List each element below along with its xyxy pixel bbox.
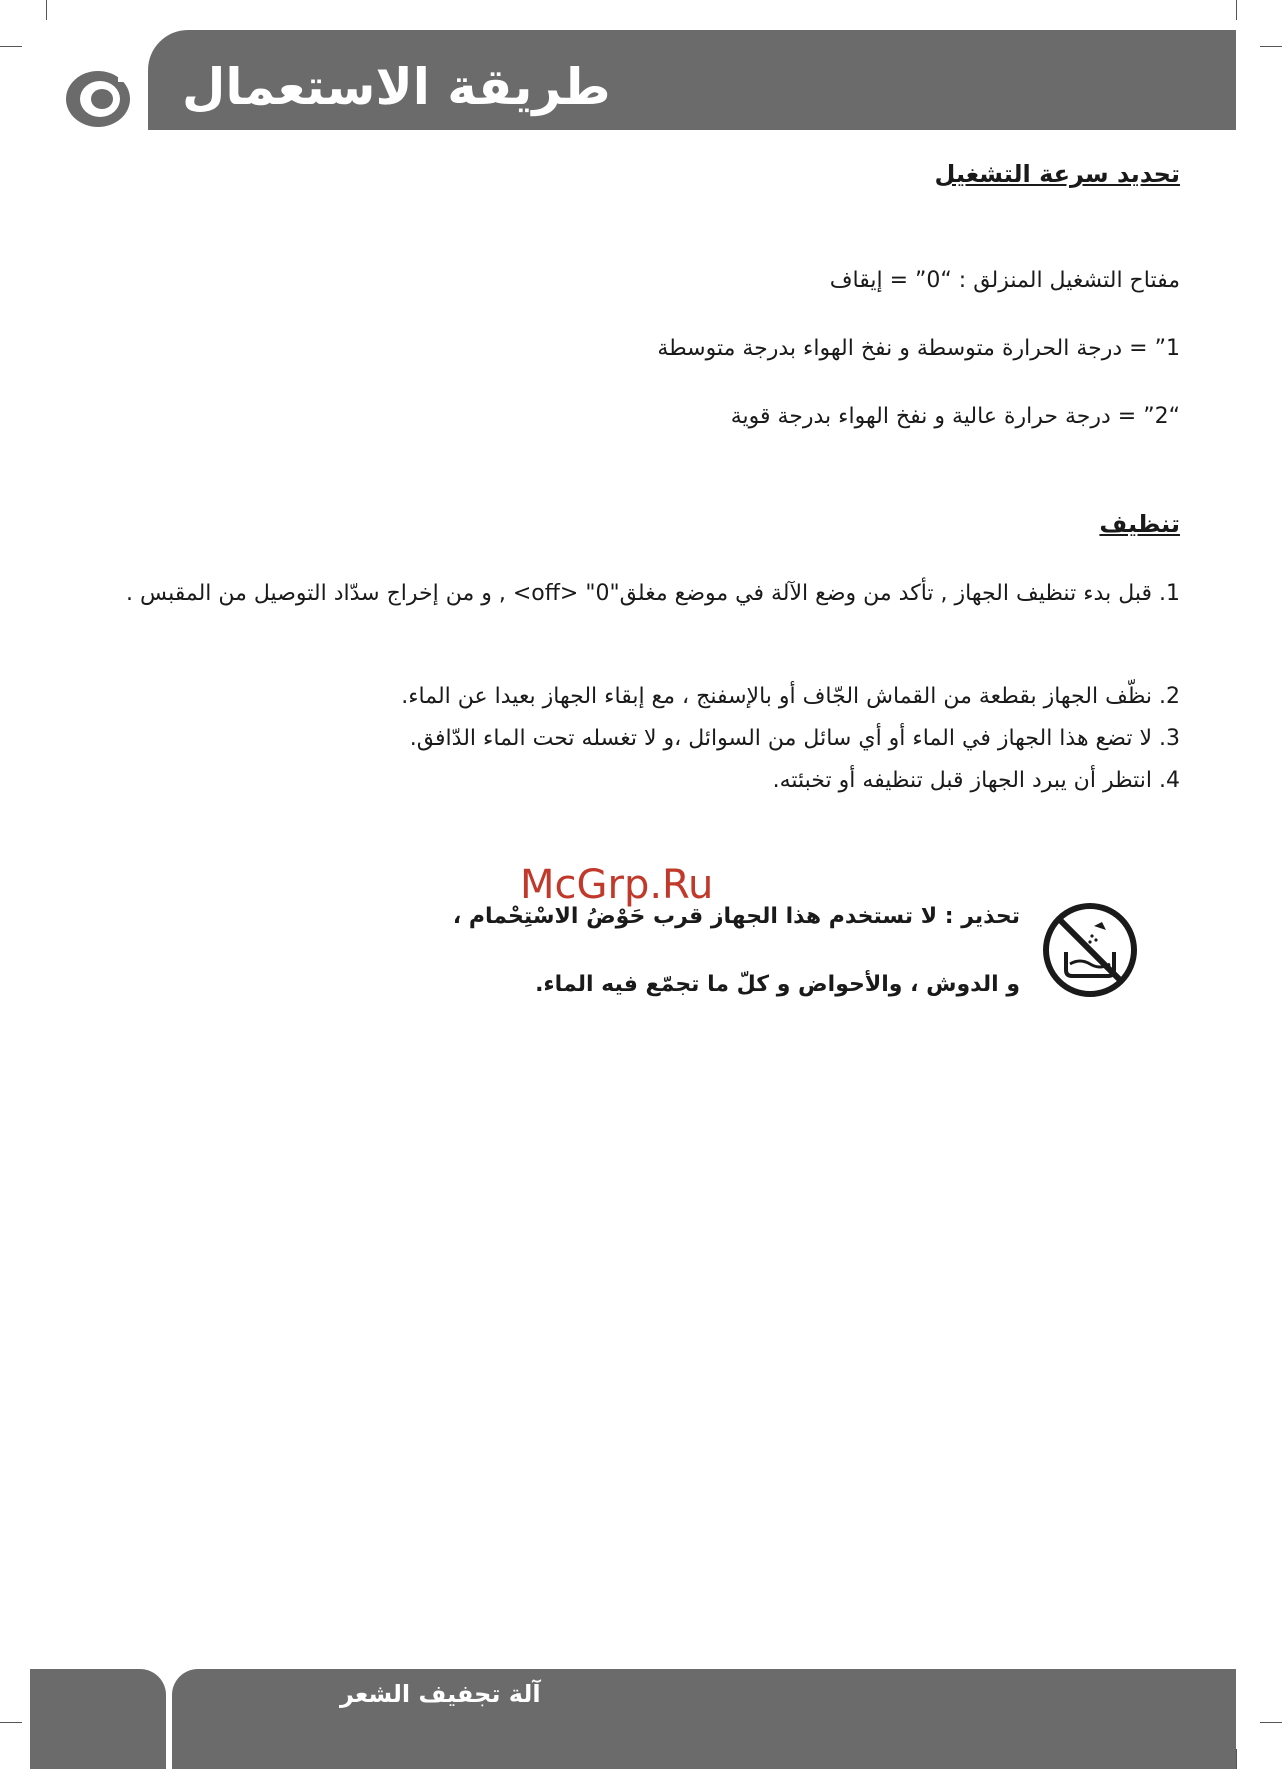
watermark: McGrp.Ru — [520, 862, 714, 908]
brand-logo-icon — [62, 68, 134, 130]
speed-heading: تحديد سرعة التشغيل — [934, 160, 1180, 188]
cleaning-heading: تنظيف — [1099, 510, 1180, 538]
crop-mark — [0, 46, 22, 47]
warning-line-2: و الدوش ، والأحواض و كلّ ما تجمّع فيه الماء. — [535, 972, 1020, 997]
cleaning-item-4: 4. انتظر أن يبرد الجهاز قبل تنظيفه أو تخبئته. — [772, 768, 1180, 793]
page-title: طريقة الاستعمال — [182, 58, 611, 116]
no-water-icon — [1040, 900, 1140, 1000]
crop-mark — [0, 1722, 22, 1723]
footer-page-tab — [30, 1669, 166, 1769]
crop-mark — [1260, 46, 1282, 47]
speed-line-off: مفتاح التشغيل المنزلق : “0” = إيقاف — [829, 268, 1180, 293]
footer-bar — [172, 1669, 1236, 1769]
cleaning-item-3: 3. لا تضع هذا الجهاز في الماء أو أي سائل من السوائل ،و لا تغسله تحت الماء الدّافق. — [409, 726, 1180, 751]
cleaning-item-2: 2. نظّف الجهاز بقطعة من القماش الجّاف أو بالإسفنج ، مع إبقاء الجهاز بعيدا عن الماء. — [401, 684, 1180, 709]
crop-mark — [1236, 0, 1237, 20]
footer-title: آلة تجفيف الشعر — [340, 1680, 541, 1708]
warning-line-1: تحذير : لا تستخدم هذا الجهاز قرب حَوْضُ الاسْتِحْمام ، — [452, 904, 1020, 929]
crop-mark — [1236, 1749, 1237, 1769]
crop-mark — [46, 0, 47, 20]
speed-line-2: “2” = درجة حرارة عالية و نفخ الهواء بدرجة قوية — [730, 404, 1180, 429]
cleaning-item-1: 1. قبل بدء تنظيف الجهاز , تأكد من وضع الآلة في موضع مغلق"0" <off> , و من إخراج سدّاد التوصيل من المقبس . — [126, 581, 1180, 606]
speed-line-1: 1” = درجة الحرارة متوسطة و نفخ الهواء بدرجة متوسطة — [657, 336, 1180, 361]
crop-mark — [1260, 1722, 1282, 1723]
